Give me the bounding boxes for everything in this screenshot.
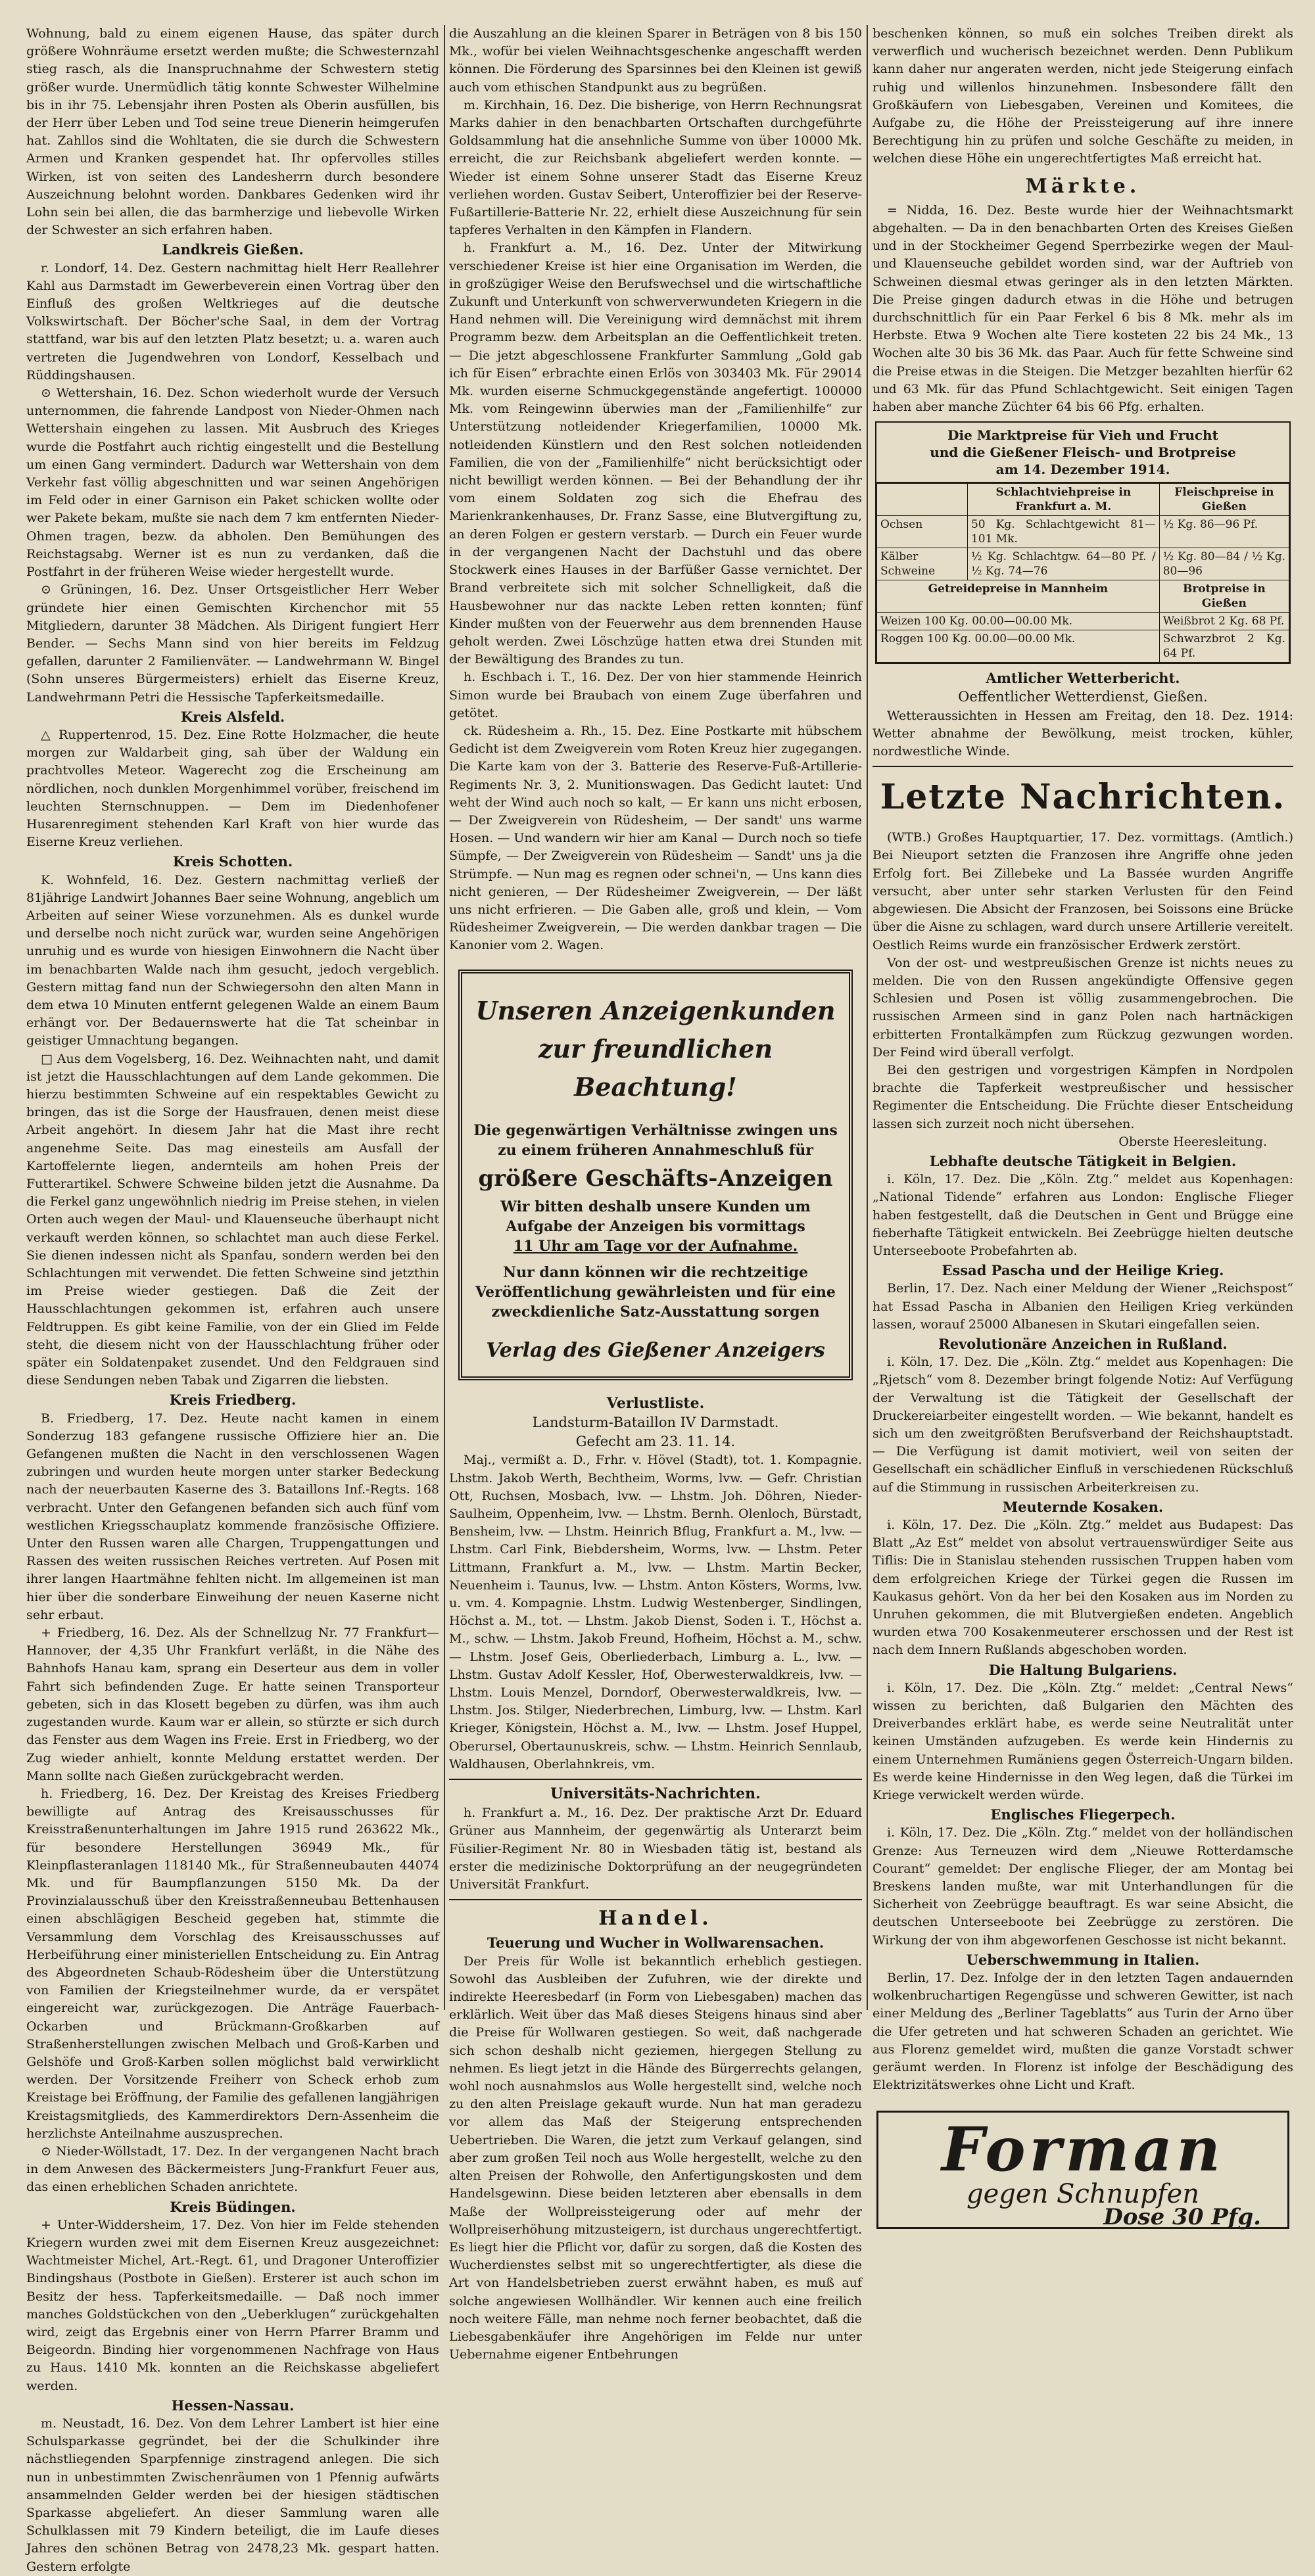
divider <box>449 1779 862 1780</box>
section-heading: Lebhafte deutsche Tätigkeit in Belgien. <box>929 1152 1237 1169</box>
article-text: Der Preis für Wolle ist bekanntlich erheblich gestiegen. Sowohl das Ausbleiben der Zufuhren, wie der direkte und indirekte Heeresbedarf (in Form von Liebesgaben) machen das erklärlich. Weit über das Maß dieses Steigens hinaus sind aber die Preise für Wollwaren gestiegen. So weit, daß nachgerade sich schon deshalb nicht geziemen, hiergegen Stellung zu nehmen. Es liegt jetzt in die Hände des Bürgerrechts gelangen, wohl noch ausnahmslos aus Wolle hergestellt sind, welche noch zu den alten Preislage gekauft wurde. Nun hat man geradezu vor allem das Maß der Steigerung entsprechenden Uebertrieben. Die Waren, die jetzt zum Verkauf gelangen, sind aber zum großen Teil noch aus Wolle hergestellt, welche zu den alten Preisen der Rohwolle, den Anfertigungskosten und dem Handelsgewinn. Diese beiden letzteren aber ebensalls in dem Maße der Wollpreissteigerung oder auf mehr der Wollpreiserhöhung mitzusteigern, ist durchaus ungerechtfertigt. Es liegt hier die Pflicht vor, dafür zu sorgen, daß die Kosten des Wucherdienstes selbst mit so ungerechtfertigter, als diese die Art von Handelsbetrieben zuerst erwähnt haben, es muß auf solche angewiesen Wollhändler. Wir kennen auch eine freilich noch weitere Fälle, man nehme noch ferner beobachtet, daß die Liebesgabenkäufer ihre Angehörigen im Felde nur unter Uebernahme eigener Entbehrungen <box>449 1954 862 2362</box>
ad-deadline: 11 Uhr am Tage vor der Aufnahme. <box>513 1237 798 1255</box>
ad-emphasis: größere Geschäfts-Anzeigen <box>478 1165 833 1192</box>
divider <box>873 766 1293 767</box>
ad-title: Unseren Anzeigenkunden <box>475 995 836 1025</box>
section-subheading: Teuerung und Wucher in Wollwarensachen. <box>487 1934 825 1952</box>
article-text: i. Köln, 17. Dez. Die „Köln. Ztg.“ meldet aus Kopenhagen: Die „Rjetsch“ vom 8. Dezember bringt folgende Notiz: Auf Verfügung der Verwaltung ist die Tätigkeit der Gesellschaft der Druckereiarbeiter eingestellt worden. — Wie bekannt, handelt es sich um den zweitgrößten Berufsverband der Reichshauptstadt. — Die Verfügung ist damit motiviert, weil von seiten der Gesellschaft ein schädlicher Einfluß in verschiedenen Rückschluß auf die Stimmung in russischen Arbeiterkreisen zu. <box>873 1355 1293 1495</box>
table-cell: ½ Kg. 80—84 / ½ Kg. 80—96 <box>1159 548 1289 580</box>
article-text: m. Neustadt, 16. Dez. Von dem Lehrer Lambert ist hier eine Schulsparkasse gegründet, bei der die Schulkinder ihre nächstliegenden Sparpfennige zinstragend anlegen. Die sich nun in unbestimmten Zwischenräumen von 1 Pfennig aufwärts ansammelnden Gelder werden bei der hiesigen städtischen Sparkasse abgeliefert. An dieser Sammlung waren alle Schulklassen mit 79 Kindern beteiligt, die im Laufe dieses Jahres den schönen Betrag von 2478,23 Mk. gespart hatten. Gestern erfolgte <box>26 2416 439 2574</box>
section-heading: Essad Pascha und der Heilige Krieg. <box>942 1262 1224 1279</box>
column-header: Fleischpreise in Gießen <box>1159 484 1289 516</box>
article-text: Wohnung, bald zu einem eigenen Hause, das später durch größere Wohnräume ersetzt werden mußte; die Schwesternzahl stieg rasch, als die Inanspruchnahme der Schwestern stetig größer wurde. Unermüdlich tätig konnte Schwester Wilhelmine bis in ihr 75. Lebensjahr ihren Posten als Oberin ausfüllen, bis der Herr über Leben und Tod seine treue Dienerin heimgerufen hat. Zahllos sind die Wohltaten, die sie durch die Schwestern Armen und Kranken gespendet hat. Ihr opfervolles stilles Wirken, ist von seiten des Landesherrn durch besondere Auszeichnung belohnt worden. Dankbares Gedenken wird ihr Lohn sein bei allen, die das barmherzige und liebevolle Wirken der Schwester an sich erfahren haben. <box>26 26 439 238</box>
article-text: ck. Rüdesheim a. Rh., 15. Dez. Eine Postkarte mit hübschem Gedicht ist dem Zweigverein vom Roten Kreuz hier zugegangen. Die Karte kam von der 3. Batterie des Reserve-Fuß-Artillerie-Regiments Nr. 3, 2. Munitionswagen. Das Gedicht lautet: Und weht der Wind auch noch so kalt, — Er kann uns nicht erbosen, — Der Zweigverein von Rüdesheim, — Der sandt' uns warme Hosen. — Und wandern wir hier am Kanal — Durch noch so tiefe Sümpfe, — Der Zweigverein von Rüdesheim — Sandt' uns ja die Strümpfe. — Nun mag es regnen oder schnei'n, — Uns kann dies nicht genieren, — Der Rüdesheimer Zweigverein, — Der läßt uns nicht erfrieren. — Die Gaben alle, groß und klein, — Vom Rüdesheimer Zweigverein, — Die werden dankbar tragen — Die Kanonier vom 2. Wagen. <box>449 723 862 953</box>
article-text: □ Aus dem Vogelsberg, 16. Dez. Weihnachten naht, und damit ist jetzt die Hausschlachtungen auf dem Lande gekommen. Die hierzu bestimmten Schweine auf ein respektables Gewicht zu bringen, das ist die Sorge der Hausfrauen, denen meist diese Arbeit angehört. In diesem Jahr hat die Mast ihre recht angenehme Seite. Das mag einesteils am Ausfall der Kartoffelernte liegen, andernteils am hohen Preis der Futterartikel. Schwere Schweine bilden jetzt die Ausnahme. Da die Ferkel ganz ungewöhnlich niedrig im Preise stehen, in vielen Orten auch wegen der Maul- und Klauenseuche überhaupt nicht verkauft werden können, so schlachtet man auch diese Ferkel. Sie dienen indessen nicht als Spanfau, sondern werden bei den Schlachtungen mit verwendet. Die fetten Schweine sind jetzthin im Preise wieder gestiegen. Daß die Zeit der Hausschlachtungen gekommen ist, erfahren auch unsere Feldtruppen. Es gibt keine Familie, von der ein Glied im Felde steht, die diesem nicht von der Hausschlachtung früher oder später ein Soldatenpaket zusendet. Und den Feldgrauen sind diese Sendungen neben Tabak und Zigarren die liebsten. <box>26 1051 439 1388</box>
section-heading: Englisches Fliegerpech. <box>990 1806 1176 1823</box>
section-subheading: Oeffentlicher Wetterdienst, Gießen. <box>958 689 1208 705</box>
signature: Oberste Heeresleitung. <box>1118 1134 1267 1149</box>
table-title-line: am 14. Dezember 1914. <box>995 461 1170 478</box>
article-text: h. Frankfurt a. M., 16. Dez. Der praktische Arzt Dr. Eduard Grüner aus Mannheim, der gegenwärtig als Unterarzt beim Füsilier-Regiment Nr. 80 in Wiesbaden tätig ist, bestand als erster die medizinische Doktorprüfung an der neugegründeten Universität Frankfurt. <box>449 1806 862 1892</box>
divider <box>449 1899 862 1900</box>
table-row <box>877 613 1289 630</box>
article-text: = Nidda, 16. Dez. Beste wurde hier der Weihnachtsmarkt abgehalten. — Da in den benachbarten Orten des Kreises Gießen und in der Stockheimer Gegend Sperrbezirke wegen der Maul- und Klauenseuche gebildet worden sind, war der Auftrieb von Schweinen diesmal etwas geringer als in den letzten Märkten. Die Preise gingen dadurch etwas in die Höhe und betrugen durchschnittlich für ein Paar Ferkel 6 bis 8 Mk. mehr als im Herbste. Etwa 9 Wochen alte Tiere kosteten 22 bis 24 Mk., 13 Wochen alte 30 bis 36 Mk. das Paar. Auch für fette Schweine sind die Preise etwas in die Steigen. Die Metzger bezahlten hierfür 62 und 63 Mk. für das Pfund Schlachtgewicht. Seit einigen Tagen haben aber manche Züchter 64 bis 66 Pfg. erhalten. <box>873 202 1293 415</box>
article-text: (WTB.) Großes Hauptquartier, 17. Dez. vormittags. (Amtlich.) Bei Nieuport setzten die Franzosen ihre Angriffe ohne jeden Erfolg fort. Bei Zillebeke und La Bassée wurden Angriffe versucht, aber unter sehr starken Verlusten für den Feind abgewiesen. Die Absicht der Franzosen, bei Soissons eine Brücke über die Aisne zu schlagen, ward durch unsere Artillerie vereitelt. Oestlich Reims wurde ein französischer Erdwerk zerstört. <box>873 830 1293 952</box>
article-text: h. Eschbach i. T., 16. Dez. Der von hier stammende Heinrich Simon wurde bei Braubach von einem Zuge überfahren und getötet. <box>449 670 862 720</box>
ad-tagline: gegen Schnupfen <box>967 2178 1199 2209</box>
table-cell: ½ Kg. Schlachtgw. 64—80 Pf. / ½ Kg. 74—76 <box>967 548 1159 580</box>
section-heading: Universitäts-Nachrichten. <box>550 1785 761 1803</box>
column-middle <box>449 25 862 2362</box>
market-table-title <box>876 423 1289 483</box>
article-text: + Friedberg, 16. Dez. Als der Schnellzug Nr. 77 Frankfurt—Hannover, der 4,35 Uhr Frankfurt verläßt, in die Nähe des Bahnhofs Hanau kam, sprang ein Deserteur aus dem in voller Fahrt sich befindenden Zuge. Er hatte seinen Transporteur gebeten, sich in das Klosett begeben zu dürfen, was ihm auch zugestanden wurde. Kaum war er allein, so stürzte er sich durch das Fenster aus dem Wagen ins Freie. Erst in Friedberg, wo der Zug wieder anhielt, konnte Meldung erstattet werden. Der Mann sollte nach Gießen zurückgebracht werden. <box>26 1626 439 1783</box>
article-text: ⊙ Nieder-Wöllstadt, 17. Dez. In der vergangenen Nacht brach in dem Anwesen des Bäckermeisters Jung-Frankfurt Feuer aus, das einen erheblichen Schaden anrichtete. <box>26 2143 439 2195</box>
table-cell: Roggen 100 Kg. 00.00—00.00 Mk. <box>877 630 1160 663</box>
article-text: h. Friedberg, 16. Dez. Der Kreistag des Kreises Friedberg bewilligte auf Antrag des Kreisausschusses für Kreisstraßenunterhaltungen im Jahre 1915 rund 263622 Mk., für besondere Herstellungen 36949 Mk., für Kleinpflasteranlagen 118140 Mk., für Straßenneubauten 44074 Mk. und für Baumpflanzungen 5150 Mk. Da der Provinzialausschuß über den Kreisstraßenneubau Bettenhausen einen abschlägigen Bescheid gegeben hat, stimmte die Versammlung dem Vorschlag des Kreisausschusses auf Herbeiführung einer ministeriellen Entscheidung zu. Ein Antrag des Abgeordneten Schaub-Rödesheim über die Unterstützung von Familien der Kriegsteilnehmer wurde, da er verspätet eingereicht war, zurückgezogen. Die Anträge Fauerbach-Ockarben und Brückmann-Großkarben auf Straßenherstellungen zwischen Melbach und Groß-Karben und Gelshöfe und Groß-Karben sollen möglichst bald verwirklicht werden. Der Vorsitzende Freiherr von Scheck erhob zum Kreistage bei Eröffnung, der Familie des gefallenen langjährigen Kreistagsmitglieds, des Kammerdirektors Dern-Assenheim die herzlichste Anteilnahme auszusprechen. <box>26 1786 439 2141</box>
article-text: m. Kirchhain, 16. Dez. Die bisherige, von Herrn Rechnungsrat Marks dahier in den benachbarten Ortschaften durchgeführte Goldsammlung hat die ansehnliche Summe von über 10000 Mk. erreicht, die zur Reichsbank abgeliefert werden konnte. — Wieder ist einem Sohne unserer Stadt das Eiserne Kreuz verliehen worden. Gustav Seibert, Unteroffizier bei der Reserve-Fußartillerie-Batterie Nr. 22, erhielt diese Auszeichnung für sein tapferes Verhalten in den Kämpfen in Flandern. <box>449 97 862 238</box>
article-text: ⊙ Wettershain, 16. Dez. Schon wiederholt wurde der Versuch unternommen, die fahrende Landpost von Nieder-Ohmen nach Wettershain eingehen zu lassen. Mit Ausbruch des Krieges wurde die Postfahrt auch richtig eingestellt und die Bestellung um einen Gang vermindert. Dadurch war Wettershain von dem Verkehr fast völlig abgeschnitten und war seinen Angehörigen im Feld oder in einer Garnison ein Paket schicken wollte oder wer Pakete bekam, mußte sie nach dem 7 km entfernten Nieder-Ohmen tragen, bezw. da abholen. Den Bemühungen des Reichstagsabg. Werner ist es nun zu verdanken, daß die Postfahrt in der früheren Weise wieder hergestellt wurde. <box>26 386 439 580</box>
article-text: i. Köln, 17. Dez. Die „Köln. Ztg.“ meldet aus Kopenhagen: „National Tidende“ erfahren aus London: Englische Flieger haben festgestellt, daß die Deutschen in Gent und Brügge eine fieberhafte Tätigkeit entwickeln. Bei Zeebrügge hielten deutsche Unterseeboote Probefahrten ab. <box>873 1172 1293 1258</box>
article-text: ⊙ Grüningen, 16. Dez. Unser Ortsgeistlicher Herr Weber gründete hier einen Gemischten Kirchenchor mit 55 Mitgliedern, darunter 38 Mädchen. Als Dirigent fungiert Herr Bender. — Sechs Mann sind von hier bereits im Feldzug gefallen, darunter 2 Familienväter. — Landwehrmann W. Bingel (Sohn unseres Bürgermeisters) erhielt das Eiserne Kreuz, Landwehrmann Petri die Hessische Tapferkeitsmedaille. <box>26 582 439 705</box>
column-header: Getreidepreise in Mannheim <box>877 580 1160 613</box>
column-rule <box>867 25 868 2010</box>
article-text: Berlin, 17. Dez. Nach einer Meldung der Wiener „Reichspost“ hat Essad Pascha in Albanien den Heiligen Krieg verkünden lassen, worauf 25000 Albanesen in Skutari eingefallen seien. <box>873 1281 1293 1332</box>
table-row <box>877 630 1289 663</box>
table-row <box>877 516 1289 548</box>
table-title-line: und die Gießener Fleisch- und Brotpreise <box>930 444 1236 461</box>
article-text: r. Londorf, 14. Dez. Gestern nachmittag hielt Herr Reallehrer Kahl aus Darmstadt im Gewerbeverein einen Vortrag über den Einfluß des großen Weltkrieges auf die deutsche Volkswirtschaft. Der Böcher'sche Saal, in dem der Vortrag stattfand, war bis auf den letzten Platz besetzt; u. a. waren auch vertreten die Jugendwehren von Londorf, Kesselbach und Rüddingshausen. <box>26 260 439 383</box>
article-text: beschenken können, so muß ein solches Treiben direkt als verwerflich und wucherisch bezeichnet werden. Denn Publikum kann daher nur angeraten werden, nicht jede Steigerung einfach ruhig und willenlos hinzunehmen. Insbesondere fällt den Großkäufern von Liebesgaben, Vereinen und Komitees, die Aufgabe zu, die Höhe der Preissteigerung auf ihre innere Berechtigung hin zu prüfen und solche Geschäfte zu meiden, in welchen diese Höhe ein ungerechtfertigtes Maß erreicht hat. <box>873 26 1293 166</box>
section-heading: Handel. <box>598 1907 713 1931</box>
section-subheading: Gefecht am 23. 11. 14. <box>575 1434 736 1450</box>
article-text: i. Köln, 17. Dez. Die „Köln. Ztg.“ meldet von der holländischen Grenze: Aus Terneuzen wird dem „Nieuwe Rotterdamsche Courant“ gemeldet: Der englische Flieger, der am Montag bei Breskens landen mußte, war mit Unterhandlungen für die Sicherheit von Zeebrügge beauftragt. Es war seine Absicht, die deutschen Unterseeboote bei Zeebrügge zu zerstören. Die Wirkung der von ihm abgeworfenen Geschosse ist nicht bekannt. <box>873 1825 1293 1948</box>
section-heading: Amtlicher Wetterbericht. <box>986 670 1180 687</box>
section-heading: Verlustliste. <box>606 1394 705 1412</box>
table-cell: Weißbrot 2 Kg. 68 Pf. <box>1159 613 1289 630</box>
table-cell: 50 Kg. Schlachtgewicht 81—101 Mk. <box>967 516 1159 548</box>
article-text: B. Friedberg, 17. Dez. Heute nacht kamen in einem Sonderzug 183 gefangene russische Offiziere hier an. Die Gefangenen mußten die Nacht in den verschlossenen Wagen zubringen und wurden heute morgen unter starker Bedeckung nach der neuerbauten Kaserne des 3. Bataillons Inf.-Regts. 168 verbracht. Unter den Gefangenen befanden sich auch fünf vom westlichen Kriegsschauplatz kommende französische Offiziere. Unter den Russen waren alle Chargen, Truppengattungen und Rassen des weiten russischen Reiches vertreten. Auf Posen mit ihrer langen Haartmähne fehlten nicht. Im allgemeinen ist man hier über die sonderbare Einweihung der neuen Kaserne nicht sehr erbaut. <box>26 1411 439 1622</box>
section-heading: Hessen-Nassau. <box>171 2397 295 2414</box>
market-price-table <box>875 421 1291 664</box>
section-heading: Letzte Nachrichten. <box>880 777 1286 818</box>
section-heading: Kreis Büdingen. <box>170 2198 296 2215</box>
section-heading: Die Haltung Bulgariens. <box>988 1661 1178 1678</box>
article-text: △ Ruppertenrod, 15. Dez. Eine Rotte Holzmacher, die heute morgen zur Waldarbeit ging, sah über der Waldung ein prachtvolles Meteor. Wagerecht zog die Erscheinung am nördlichen, noch dunklen Morgenhimmel vorüber, freischend im leuchten Sternschnuppen. — Dem im Diedenhofener Husarenregiment stehenden Karl Kraft von hier wurde das Eiserne Kreuz verliehen. <box>26 727 439 850</box>
ad-text: Wir bitten deshalb unsere Kunden um Aufgabe der Anzeigen bis vormittags <box>500 1198 811 1235</box>
article-text: i. Köln, 17. Dez. Die „Köln. Ztg.“ meldet: „Central News“ wissen zu berichten, daß Bulgarien den Mächten des Dreiverbandes erklärt habe, es werde seine Neutralität unter keinen Umständen aufzugeben. Es werde kein Hindernis zu einem Unternehmen Rumäniens gegen Österreich-Ungarn bilden. Es werde keine Hindernisse in den Weg legen, daß die Türkei im Kriege verwickelt werden würde. <box>873 1680 1293 1803</box>
table-cell: Kälber Schweine <box>877 548 968 580</box>
ad-publisher: Verlag des Gießener Anzeigers <box>486 1338 825 1362</box>
column-header: Schlachtviehpreise in Frankfurt a. M. <box>967 484 1159 516</box>
article-text: Wetteraussichten in Hessen am Freitag, den 18. Dez. 1914: Wetter abnahme der Bewölkung, meist trocken, kühler, nordwestliche Winde. <box>873 708 1293 759</box>
article-text: h. Frankfurt a. M., 16. Dez. Unter der Mitwirkung verschiedener Kreise ist hier eine Organisation im Werden, die in großzügiger Weise den Berufswechsel und die wirtschaftliche Zukunft und Unterkunft von schwerverwundeten Kriegern in die Hand nehmen will. Die Vereinigung wird demnächst mit ihrem Programm bezw. dem Arbeitsplan an die Oeffentlichkeit treten. — Die jetzt abgeschlossene Frankfurter Sammlung „Gold gab ich für Eisen“ erbrachte einen Erlös von 303403 Mk. Für 29014 Mk. wurden eiserne Schmuckgegenstände angefertigt. 100000 Mk. vom Reingewinn überwies man der „Familienhilfe“ zur Unterstützung notleidender Kriegerfamilien, 10000 Mk. notleidenden Künstlern und den Rest solchen notleidenden Familien, die von der „Familienhilfe“ nicht berücksichtigt oder nicht bewilligt werden können. — Bei der Behandlung der ihr vom einem Soldaten zog sich die Ehefrau des Marienkrankenhauses, Dr. Franz Sasse, eine Blutvergiftung zu, an deren Folgen er gestern verstarb. — Durch ein Feuer wurde in der vergangenen Nacht der Dachstuhl und das obere Stockwerk eines Hauses in der Barfüßer Gasse vernichtet. Der Brand verbreitete sich mit solcher Schnelligkeit, daß die Hausbewohner nur das nackte Leben retten konnten; fünf Kinder mußten von der Feuerwehr aus dem brennenden Hause geholt werden. Zwei Löschzüge hatten etwa drei Stunden mit der Bewältigung des Brandes zu tun. <box>449 241 862 667</box>
column-left <box>26 25 439 2574</box>
section-heading: Kreis Friedberg. <box>169 1392 297 1409</box>
table-cell: Ochsen <box>877 516 968 548</box>
table-cell: Schwarzbrot 2 Kg. 64 Pf. <box>1159 630 1289 663</box>
section-heading: Kreis Alsfeld. <box>180 708 285 725</box>
table-cell: Weizen 100 Kg. 00.00—00.00 Mk. <box>877 613 1160 630</box>
ad-price: Dose 30 Pfg. <box>1103 2203 1261 2230</box>
table-row <box>877 548 1289 580</box>
column-header: Brotpreise in Gießen <box>1159 580 1289 613</box>
table-cell: ½ Kg. 86—96 Pf. <box>1159 516 1289 548</box>
article-text: + Unter-Widdersheim, 17. Dez. Von hier im Felde stehenden Kriegern wurden zwei mit dem Eisernen Kreuz ausgezeichnet: Wachtmeister Michel, Art.-Regt. 61, und Dragoner Unteroffizier Bindingshaus (Postbote in Gießen). Ersterer ist auch schon im Besitz der hess. Tapferkeitsmedaille. — Daß noch immer manches Goldstückchen von den „Ueberklugen“ zurückgehalten wird, zeigt das Ergebnis einer von Herrn Pfarrer Bramm und Beigeordn. Binding hier vorgenommenen Nachfrage von Haus zu Haus. 1410 Mk. konnten an die Reichskasse abgeliefert werden. <box>26 2217 439 2393</box>
column-rule <box>444 25 445 2010</box>
section-heading: Ueberschwemmung in Italien. <box>966 1951 1200 1968</box>
section-heading: Märkte. <box>1025 174 1141 198</box>
article-text: Bei den gestrigen und vorgestrigen Kämpfen in Nordpolen brachte die Tapferkeit westpreußischer und hessischer Regimenter die Entscheidung. Die Früchte dieser Entscheidung lassen sich zurzeit noch nicht übersehen. <box>873 1062 1293 1131</box>
article-text: Von der ost- und westpreußischen Grenze ist nichts neues zu melden. Die von den Russen angekündigte Offensive gegen Schlesien und Posen ist völlig zusammengebrochen. Die russischen Armeen sind in ganz Polen nach hartnäckigen erbitterten Frontalkämpfen zum Rückzug gezwungen worden. Der Feind wird überall verfolgt. <box>873 955 1293 1060</box>
section-heading: Kreis Schotten. <box>172 853 293 870</box>
article-text: i. Köln, 17. Dez. Die „Köln. Ztg.“ meldet aus Budapest: Das Blatt „Az Est“ meldet von absolut vertrauenswürdiger Seite aus Tiflis: Die in Stanislau stehenden russischen Truppen haben vom dem erfolgreichen Kriege der Türkei gegen die Russen im Kaukasus gehört. Von da her bei den Kosaken aus im Norden zu Unruhen gekommen, die mit Blutvergießen endeten. Angeblich wurden etwa 700 Kosakenmeuterer erschossen und der Rest ist nach dem Innern Rußlands abgeschoben worden. <box>873 1518 1293 1658</box>
section-heading: Revolutionäre Anzeichen in Rußland. <box>938 1335 1228 1352</box>
column-right <box>873 25 1293 2230</box>
section-heading: Landkreis Gießen. <box>162 241 304 258</box>
ad-text: Die gegenwärtigen Verhältnisse zwingen uns zu einem früheren Annahmeschluß für <box>473 1121 838 1159</box>
advertiser-notice-box <box>458 970 853 1380</box>
ad-title: zur freundlichen Beachtung! <box>538 1033 773 1102</box>
price-table <box>876 483 1289 663</box>
ad-brand: Forman <box>942 2113 1224 2185</box>
article-text: K. Wohnfeld, 16. Dez. Gestern nachmittag verließ der 81jährige Landwirt Johannes Baer seine Wohnung, angeblich um Arbeiten auf seiner Wiese vorzunehmen. Als es dunkel wurde und derselbe noch nicht zurück war, wurden seine Angehörigen unruhig und es wurde von hiesigen Einwohnern die Nacht über im benachbarten Walde nach ihm gesucht, jedoch vergeblich. Gestern mittag fand nun der Schwiegersohn den alten Mann in dem etwa 10 Minuten entfernt gelegenen Walde an einem Baum erhängt vor. Der Bedauernswerte hat die Tat scheinbar in geistiger Umnachtung begangen. <box>26 872 439 1048</box>
forman-advertisement <box>876 2111 1289 2229</box>
article-text: Maj., vermißt a. D., Frhr. v. Hövel (Stadt), tot. 1. Kompagnie. Lhstm. Jakob Werth, Bechtheim, Worms, lvw. — Gefr. Christian Ott, Ruchsen, Mosbach, lvw. — Lhstm. Joh. Döhren, Nieder-Saulheim, Oppenheim, lvw. — Lhstm. Bernh. Olenloch, Bürstadt, Bensheim, lvw. — Lhstm. Heinrich Bflug, Frankfurt a. M., lvw. — Lhstm. Carl Fink, Biebdersheim, Worms, lvw. — Lhstm. Peter Littmann, Frankfurt a. M., lvw. — Lhstm. Martin Becker, Neuenheim i. Taunus, lvw. — Lhstm. Anton Kösters, Worms, lvw. u. vm. 4. Kompagnie. Lhstm. Ludwig Westenberger, Sindlingen, Höchst a. M., tot. — Lhstm. Jakob Dienst, Soden i. T., Höchst a. M., schw. — Lhstm. Jakob Freund, Hofheim, Höchst a. M., schw. — Lhstm. Josef Geis, Oberliederbach, Limburg a. L., lvw. — Lhstm. Gustav Adolf Kessler, Hof, Oberwesterwaldkreis, lvw. — Lhstm. Louis Menzel, Dorndorf, Oberwesterwaldkreis, lvw. — Lhstm. Jos. Stilger, Niederbrechen, Limburg, lvw. — Lhstm. Karl Krieger, Königstein, Höchst a. M., lvw. — Lhstm. Josef Huppel, Oberursel, Obertaunuskreis, schw. — Lhstm. Heinrich Sennlaub, Waldhausen, Oberlahnkreis, vm. <box>449 1453 862 1771</box>
ad-text: Nur dann können wir die rechtzeitige Veröffentlichung gewährleisten und für eine zweckdienliche Satz-Ausstattung sorgen <box>475 1263 836 1321</box>
article-text: Berlin, 17. Dez. Infolge der in den letzten Tagen andauernden wolkenbruchartigen Regengüsse und schweren Gewitter, ist nach einer Meldung des „Berliner Tageblatts“ aus Turin der Arno über die Ufer getreten und hat schweren Schaden an gerichtet. Wie aus Florenz gemeldet wird, mußten die ganze Vorstadt schwer geräumt werden. In Florenz ist infolge der Beschädigung des Elektrizitätswerkes ohne Licht und Kraft. <box>873 1971 1293 2093</box>
table-title-line: Die Marktpreise für Vieh und Frucht <box>947 427 1218 444</box>
section-subheading: Landsturm-Bataillon IV Darmstadt. <box>532 1414 779 1430</box>
article-text: die Auszahlung an die kleinen Sparer in Beträgen von 8 bis 150 Mk., wofür bei vielen Weihnachtsgeschenke angeschafft werden können. Die Förderung des Sparsinnes bei den Kleinen ist gewiß auch vom ethischen Standpunkt aus zu begrüßen. <box>449 26 862 95</box>
section-heading: Meuternde Kosaken. <box>1002 1498 1164 1515</box>
